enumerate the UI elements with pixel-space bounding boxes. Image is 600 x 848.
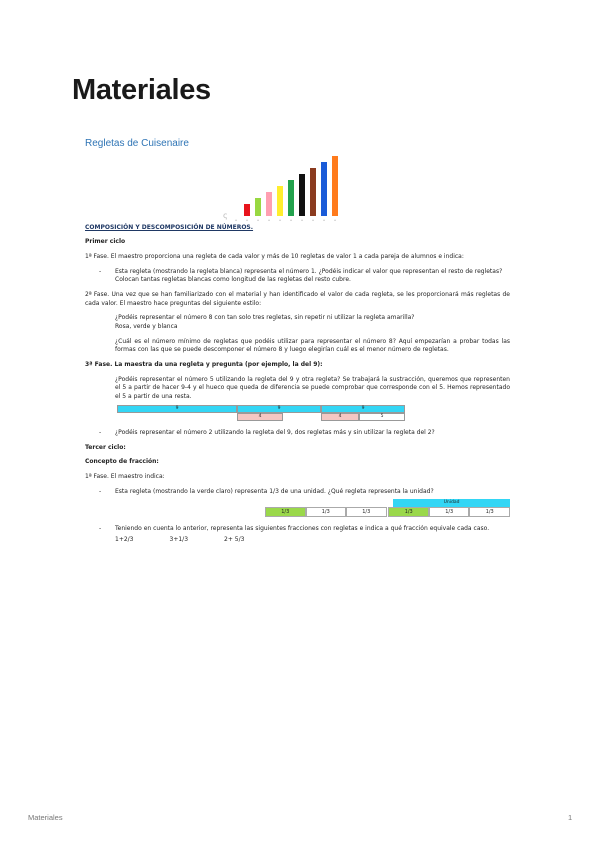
q3-text: ¿Podéis representar el número 5 utilizando la regleta del 9 y otra regleta? Se trabajará la sustracción, queremos que representen el 5 a partir de hacer 9-4 y el hueco que queda de diferencia se puede comprobar que corresponde con el 5. Hemos representado el 5 a partir de una resta. [115,375,510,401]
rod-bar [255,198,261,216]
fase2-text: 2ª Fase. Una vez que se han familiarizado con el material y han identificado el valor de cada regleta, se les proporcionará más regletas de cada valor. El maestro hace preguntas del siguiente estilo: [85,290,510,307]
rod-bar [288,180,294,216]
fase1-text: 1ª Fase. El maestro proporciona una regleta de cada valor y más de 10 regletas de valor 1 a cada pareja de alumnos e indica: [85,252,464,260]
rod-bar [299,174,305,216]
fraction-exercises [115,536,510,545]
fraction-cell: 1/3 [346,507,387,517]
rod-bar [310,168,316,216]
rod-tick: • [235,218,237,223]
rod-bar [332,156,338,216]
gap-5: 5 [359,413,405,421]
fraction-cell: 1/3 [388,507,429,517]
rod-9-a: 9 [117,405,237,413]
rod-bar [266,192,272,216]
section-subtitle: Regletas de Cuisenaire [85,138,189,149]
subtraction-strip-top [117,405,510,413]
fraction-cell: 1/3 [265,507,306,517]
q1-block [115,314,510,331]
q4-item [97,429,510,438]
fraction-table [265,499,510,517]
rod-4-a: 4 [237,413,283,421]
rod-bar [244,204,250,216]
primer-ciclo-heading: Primer ciclo [85,238,126,246]
fraction-cell: 1/3 [306,507,347,517]
rod-9-c: 9 [321,405,405,413]
rod-bar [277,186,283,216]
rod-tick: • [246,218,248,223]
q6-item [97,525,510,534]
fase1-item [97,268,510,285]
rod-9-b: 9 [237,405,321,413]
fase3-text: 3ª Fase. La maestra da una regleta y pregunta (por ejemplo, la del 9): [85,361,323,369]
q2-text: ¿Cuál es el número mínimo de regletas que podéis utilizar para representar el número 8? Aquí empezarían a probar todas las formas con las que se puede descomponer el número 8 y luego elegirían cuál es el menor número de regletas. [115,337,510,354]
tercer-ciclo-heading: Tercer ciclo: [85,443,126,451]
rod-tick: • [268,218,270,223]
rod-tick: • [334,218,336,223]
fase1b-text: 1ª Fase. El maestro indica: [85,472,165,480]
section-heading: COMPOSICIÓN Y DESCOMPOSICIÓN DE NÚMEROS. [85,223,254,231]
q5-text: Esta regleta (mostrando la verde claro) representa 1/3 de una unidad. ¿Qué regleta representa la unidad? [115,487,434,495]
concepto-heading: Concepto de fracción: [85,458,159,466]
fraction-cell: 1/3 [469,507,510,517]
q1-text: ¿Podéis representar el número 8 con tan solo tres regletas, sin repetir ni utilizar la regleta amarilla? [115,314,415,322]
rod-white-glyph: ҁ [223,210,228,220]
q1-answer: Rosa, verde y blanca [115,323,178,330]
rod-bar [321,162,327,216]
page-title: Materiales [72,74,211,106]
rod-4-b: 4 [321,413,359,421]
rod-tick: • [279,218,281,223]
rod-tick: • [312,218,314,223]
exercise-1: 1+2/3 [115,535,134,543]
subtraction-strip-bottom [237,413,510,421]
exercise-2: 3+1/3 [169,535,189,543]
cuisenaire-rods-chart [225,156,365,224]
fase1-item-b: Colocan tantas regletas blancas como longitud de las regletas del resto cubre. [115,276,351,284]
rod-bar [233,210,239,216]
document-body [85,128,510,545]
unidad-header: Unidad [393,499,510,507]
q6-text: Teniendo en cuenta lo anterior, representa las siguientes fracciones con regletas e indica a qué fracción equivale cada caso. [115,525,490,533]
rod-tick: • [290,218,292,223]
page-number: 1 [568,813,573,822]
rod-tick: • [323,218,325,223]
fraction-cell: 1/3 [429,507,470,517]
exercise-3: 2+ 5/3 [224,535,245,543]
rod-tick: • [257,218,259,223]
q5-item [97,488,510,497]
fraction-row [265,507,510,517]
rod-tick: • [301,218,303,223]
footer-title: Materiales [28,813,63,822]
fase1-item-a: Esta regleta (mostrando la regleta blanca) representa el número 1. ¿Podéis indicar el valor que representan el resto de regletas? [115,267,503,275]
q4-text: ¿Podéis representar el número 2 utilizando la regleta del 9, dos regletas más y sin utilizar la regleta del 2? [115,428,435,436]
